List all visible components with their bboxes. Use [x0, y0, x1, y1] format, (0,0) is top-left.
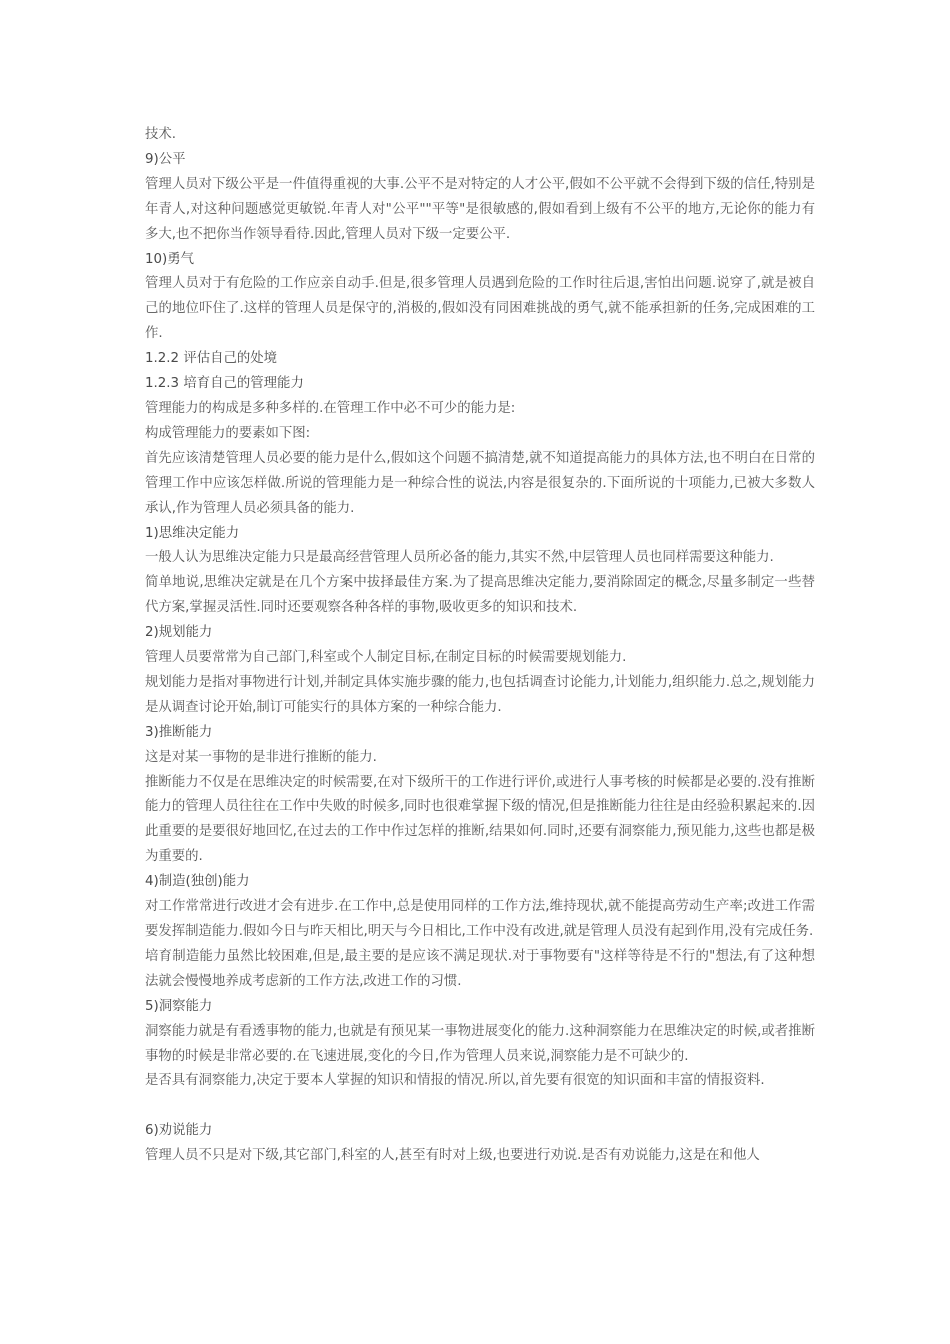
heading-planning-ability: 2)规划能力 — [145, 625, 213, 641]
paragraph-planning-1: 管理人员要常常为自己部门,科室或个人制定目标,在制定目标的时候需要规划能力. — [145, 650, 627, 666]
blank-line — [145, 1094, 815, 1119]
paragraph-creative-2: 培育制造能力虽然比较困难,但是,最主要的是应该不满足现状.对于事物要有"这样等待是不行的"想法,有了这种想法就会慢慢地养成考虑新的工作方法,改进工作的习惯. — [145, 948, 815, 989]
document-body — [145, 123, 815, 1169]
paragraph-fairness: 管理人员对下级公平是一件值得重视的大事.公平不是对特定的人才公平,假如不公平就不会得到下级的信任,特别是年青人,对这种问题感觉更敏锐.年青人对"公平""平等"是很敏感的,假如看到上级有不公平的地方,无论你的能力有多大,也不把你当作领导看待.因此,管理人员对下级一定要公平. — [145, 176, 815, 242]
heading-judgment-ability: 3)推断能力 — [145, 724, 213, 740]
paragraph-judgment-1: 这是对某一事物的是非进行推断的能力. — [145, 749, 377, 765]
heading-persuasion-ability: 6)劝说能力 — [145, 1123, 213, 1139]
heading-courage: 10)勇气 — [145, 251, 195, 267]
paragraph-ability-intro: 管理能力的构成是多种多样的.在管理工作中必不可少的能力是: — [145, 400, 516, 416]
heading-fairness: 9)公平 — [145, 151, 186, 167]
heading-decision-ability: 1)思维决定能力 — [145, 525, 240, 541]
paragraph-ability-overview: 首先应该清楚管理人员必要的能力是什么,假如这个问题不搞清楚,就不知道提高能力的具体方法,也不明白在日常的管理工作中应该怎样做.所说的管理能力是一种综合性的说法,内容是很复杂的.下面所说的十项能力,已被大多数人承认,作为管理人员必须具备的能力. — [145, 450, 815, 516]
paragraph-tail-tech: 技术. — [145, 127, 177, 142]
paragraph-courage: 管理人员对于有危险的工作应亲自动手.但是,很多管理人员遇到危险的工作时往后退,害怕出问题.说穿了,就是被自己的地位吓住了.这样的管理人员是保守的,消极的,假如没有同困难挑战的勇气,就不能承担新的任务,完成困难的工作. — [145, 276, 815, 342]
paragraph-decision-2: 简单地说,思维决定就是在几个方案中拔择最佳方案.为了提高思维决定能力,要消除固定的概念,尽量多制定一些替代方案,掌握灵活性.同时还要观察各种各样的事物,吸收更多的知识和技术. — [145, 575, 815, 616]
heading-creative-ability: 4)制造(独创)能力 — [145, 874, 250, 890]
paragraph-creative-1: 对工作常常进行改进才会有进步.在工作中,总是使用同样的工作方法,维持现状,就不能提高劳动生产率;改进工作需要发挥制造能力.假如今日与昨天相比,明天与今日相比,工作中没有改进,就是管理人员没有起到作用,没有完成任务. — [145, 899, 815, 939]
paragraph-decision-1: 一般人认为思维决定能力只是最高经营管理人员所必备的能力,其实不然,中层管理人员也同样需要这种能力. — [145, 550, 774, 566]
paragraph-planning-2: 规划能力是指对事物进行计划,并制定具体实施步骤的能力,也包括调查讨论能力,计划能力,组织能力.总之,规划能力是从调查讨论开始,制订可能实行的具体方案的一种综合能力. — [145, 674, 815, 715]
heading-insight-ability: 5)洞察能力 — [145, 998, 213, 1014]
paragraph-insight-1: 洞察能力就是有看透事物的能力,也就是有预见某一事物进展变化的能力.这种洞察能力在思维决定的时候,或者推断事物的时候是非常必要的.在飞速进展,变化的今日,作为管理人员来说,洞察能力是不可缺少的. — [145, 1023, 815, 1064]
paragraph-insight-2: 是否具有洞察能力,决定于要本人掌握的知识和情报的情况.所以,首先要有很宽的知识面和丰富的情报资料. — [145, 1073, 765, 1089]
paragraph-persuasion-1: 管理人员不只是对下级,其它部门,科室的人,甚至有时对上级,也要进行劝说.是否有劝说能力,这是在和他人 — [145, 1148, 760, 1164]
paragraph-ability-figure-ref: 构成管理能力的要素如下图: — [145, 425, 311, 441]
section-heading-1-2-3: 1.2.3 培育自己的管理能力 — [145, 376, 304, 392]
section-heading-1-2-2: 1.2.2 评估自己的处境 — [145, 351, 278, 367]
paragraph-judgment-2: 推断能力不仅是在思维决定的时候需要,在对下级所干的工作进行评价,或进行人事考核的时候都是必要的.没有推断能力的管理人员往往在工作中失败的时候多,同时也很难掌握下级的情况,但是推断能力往往是由经验积累起来的.因此重要的是要很好地回忆,在过去的工作中作过怎样的推断,结果如何.同时,还要有洞察能力,预见能力,这些也都是极为重要的. — [145, 774, 815, 865]
